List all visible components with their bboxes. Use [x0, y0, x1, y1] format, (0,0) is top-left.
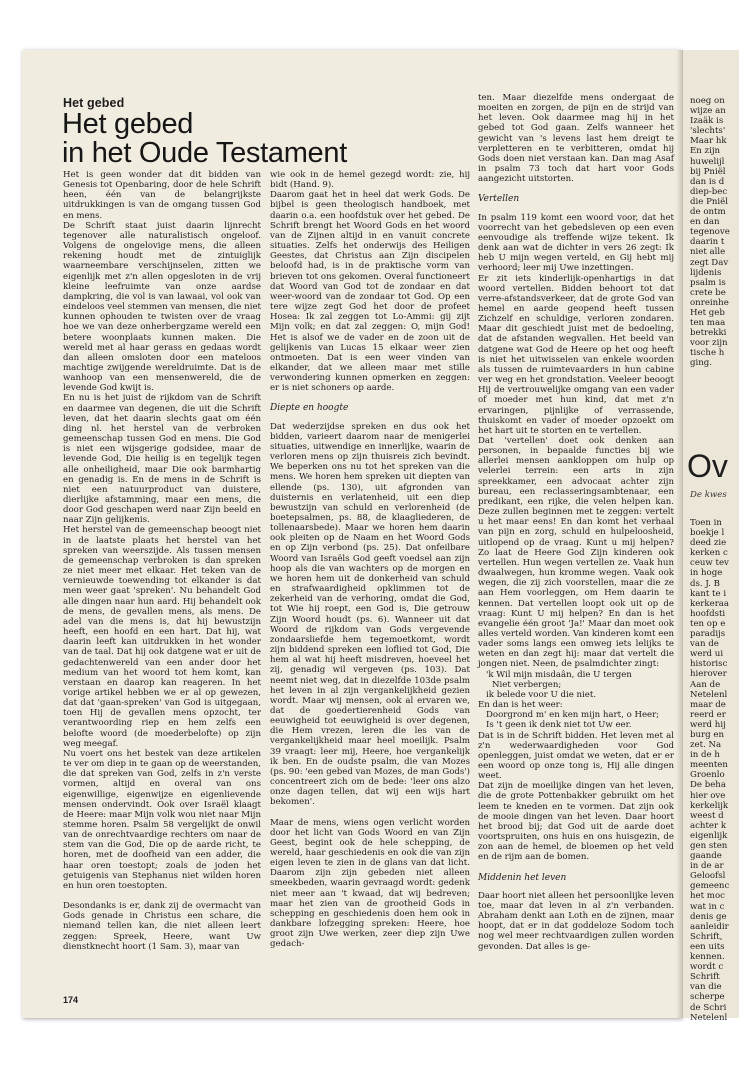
text-line: wijze an: [690, 106, 726, 117]
text-line: kennen.: [690, 952, 725, 963]
text-line: boekje l: [690, 528, 725, 539]
text-line: burg en: [690, 729, 724, 740]
poem-line: Doorgrond m' en ken mijn hart, o Heer;: [486, 710, 660, 721]
paragraph: Desondanks is er, dank zij de overmacht van Gods genade in Christus een schare, die niemand tellen kan, die niet alleen leert zeggen: Spreek, Heere, want Uw dienstknecht hoort (1 Sam. 3), maar van: [63, 901, 261, 952]
text-line: gen sten: [690, 841, 728, 851]
text-line: huwelijl: [690, 156, 725, 167]
right-page-heading-fragment: Ov: [687, 448, 728, 484]
text-line: tische h: [690, 348, 725, 359]
paragraph: Het is geen wonder dat dit bidden van Genesis tot Openbaring, door de hele Schrift heen, één van de belangrijkste uitdrukkingen is van de omgang tussen God en mens.: [63, 170, 261, 221]
paragraph: Dat zijn de moeilijke dingen van het leven, die de grote Pottenbakker gebruikt om het leem te kneden en te vormen. Dat zijn ook de mooie dingen van het leven. Daar hoort het brood bij; dat God uit de aarde doet voortspruiten, ons huis en ons huisgezin, de zon aan de hemel, de bloemen op het veld en de rijm aan de bomen.: [478, 781, 674, 863]
title-line-2: in het Oude Testament: [62, 137, 347, 169]
text-line: reerd er: [690, 709, 726, 720]
text-line: denis ge: [690, 911, 727, 922]
poem-quote-1: [478, 670, 674, 700]
text-line: het moc: [690, 891, 725, 902]
paragraph: Nu voert ons het bestek van deze artikelen te ver om diep in te gaan op de weerstanden, die dat spreken van God, zelfs in z'n verste vormen, altijd en overal van ons eigenwillige, eigenwijze en eigenlievende mensen ondervindt. Ook over Israël klaagt de Heere: maar Mijn volk wou niet naar Mijn stemme horen. Psalm 58 vergelijkt de onwil van de onrechtvaardige rechters om naar de stem van die God, Die op de aarde richt, te horen, met de doofheid van een adder, die haar oren toestopt; zoals de joden het getuigenis van Stephanus niet wilden horen en hun oren toestopten.: [63, 748, 261, 891]
text-line: Maar hk: [690, 136, 727, 147]
text-line: werd ui: [690, 649, 724, 660]
text-line: eigenlijk: [690, 830, 728, 841]
right-page-kicker-fragment: De kwes: [690, 490, 727, 500]
poem-line: Is 't geen ik denk niet tot Uw eer.: [486, 720, 632, 731]
text-line: historisc: [690, 659, 728, 670]
text-line: Schrift: [690, 972, 720, 983]
text-line: crete be: [690, 287, 726, 298]
text-line: de ontm: [690, 207, 726, 218]
column-3: [478, 93, 674, 965]
right-page-text-top: [690, 96, 750, 369]
poem-quote-2: [478, 710, 674, 730]
paragraph: Dat is in de Schrift bidden. Het leven met al z'n wederwaardigheden voor God openleggen, juist omdat we weten, dat er er een woord op onze tong is, Hij alle dingen weet.: [478, 730, 674, 782]
text-line: kerken c: [690, 548, 728, 559]
text-line: wat in c: [690, 901, 725, 912]
paragraph: En nu is het juist de rijkdom van de Schrift en daarmee van degenen, die uit die Schrift leven, dat het daarin slechts gaat om één ding nl. het herstel van de verbroken gemeenschap tussen God en mens. Die God is niet een wijsgerige godsidee, maar de levende God, Die heilig is en tegelijk tegen alle onheiligheid, maar Die ook barmhartig en genadig is. En de mens in de Schrift is niet een natuurproduct van duistere, dierlijke afstamming, maar een mens, die door God geschapen werd naar Zijn beeld en naar Zijn gelijkenis.: [63, 393, 261, 526]
text-line: gaande: [690, 851, 722, 862]
paragraph: Dat 'vertellen' doet ook denken aan personen, in bepaalde functies bij wie allerlei mensen aankloppen om hulp op velerlei terrein: een arts in zijn spreekkamer, een advocaat achter zijn bureau, een reclasseringsambtenaar, een predikant, een rijke, die velen helpen kan. Deze zullen beginnen met te zeggen: vertelt u het maar eens! En dan komt het verhaal van pijn en zorg, schuld en hulpeloosheid, uitlopend op de vraag. Kunt u mij helpen? Zo laat de Heere God Zijn kinderen ook vertellen. Hun wegen vertellen ze. Vaak hun dwaalwegen, hun kromme wegen. Vaak ook wegen, die zij zich voorstellen, maar die ze aan Hem voorleggen, om Hem daarin te kennen. Dat vertellen loopt ook uit op de vraag: Kunt U mij helpen? En dan is het evangelie één groot 'Ja!' Maar dan moet ook alles verteld worden. Van kinderen komt een vader soms langs een omweg iets lelijks te weten en dan zegt hij: maar dat vertelt die jongen niet. Neen, de psalmdichter zingt:: [478, 436, 674, 670]
right-page-fragment: [682, 50, 739, 1023]
text-line: noeg on: [690, 96, 725, 106]
text-line: betrekki: [690, 328, 727, 339]
text-line: tegenove: [690, 227, 730, 238]
paragraph: En dan is het weer:: [478, 700, 563, 711]
text-line: deed zie: [690, 538, 727, 549]
text-line: gemeenc: [690, 881, 730, 892]
paragraph: Daarom gaat het in heel dat werk Gods. De bijbel is geen theologisch handboek, met daarin o.a. een hoofdstuk over het gebed. De Schrift brengt het Woord Gods en het woord van de Zijnen altijd in en vanuit concrete situaties. Zelfs het onderwijs des Heiligen Geestes, dat Christus aan Zijn discipelen beloofd had, is in de praktische vorm van brieven tot ons gekomen. Overal functioneert dat Woord van God tot de zondaar en dat weer-woord van de zondaar tot God. Op een tere wijze zegt God het door de profeet Hosea: Ik zal zeggen tot Lo-Ammi: gij zijt Mijn volk; en dat zal zeggen: O, mijn God! Het is alsof we de vader en de zoon uit de gelijkenis van Lucas 15 elkaar weer zien ontmoeten. Dat is een weer vinden van elkander, dat we alleen maar met stille verwondering kunnen opmerken en zeggen: er is niet schoners op aarde.: [270, 190, 470, 394]
paragraph: In psalm 119 komt een woord voor, dat het voorrecht van het gebedsleven op een even eenvoudige als treffende wijze tekent. Ik denk aan wat de dichter in vers 26 zegt: Ik heb U mijn wegen verteld, en Gij hebt mij verhoord; leer mij Uwe inzettingen.: [478, 212, 674, 274]
text-line: lijdenis: [690, 267, 722, 278]
text-line: 'slechts': [690, 126, 726, 137]
text-line: Netelenl: [690, 689, 728, 700]
text-line: een uits: [690, 941, 725, 952]
column-2: [270, 170, 470, 965]
text-line: ten op e: [690, 618, 726, 629]
text-line: Izaäk is: [690, 116, 724, 127]
text-line: Het geb: [690, 307, 725, 318]
text-line: in hoge: [690, 568, 723, 579]
text-line: Toen in: [690, 518, 722, 528]
text-line: ten maa: [690, 318, 726, 329]
text-line: kerkelijk: [690, 800, 729, 811]
subheading-vertellen: Vertellen: [478, 194, 520, 205]
text-line: weest d: [690, 810, 724, 821]
text-line: maar de: [690, 699, 726, 710]
paragraph: Het herstel van de gemeenschap beoogt niet in de laatste plaats het herstel van het spreken van weerszijde. Als tussen mensen de gemeenschap verbroken is dan spreken ze niet meer met elkaar. Het teken van de vernieuwde toewending tot elkander is dat men weer gaat 'spreken'. Nu behandelt God alle dingen naar hun aard. Hij behandelt ook de mens, de gevallen mens, als mens. De adel van die mens is, dat hij bewustzijn heeft, een hoofd en een hart. Dat hij, wat daarin leeft kan uitdrukken in het wonder van de taal. Dat hij ook datgene wat er uit de gedachtenwereld van een ander door het medium van het woord tot hem komt, kan verstaan en daarop kan reageren. In het vorige artikel hebben we er al op gewezen, dat dat 'gaan-spreken' van God is uitgegaan, toen Hij de gevallen mens opzocht, ter verantwoording riep en hem zelfs een belofte woord (de moederbelofte) op zijn weg meegaf.: [63, 525, 261, 749]
subheading-diepte-en-hoogte: Diepte en hoogte: [270, 403, 349, 414]
text-line: zegt Dav: [690, 257, 729, 268]
section-kicker: Het gebed: [63, 96, 125, 110]
text-line: Schrift,: [690, 931, 723, 942]
article-title: [62, 110, 482, 168]
paragraph: Er zit iets kinderlijk-openhartigs in dat woord vertellen. Bidden behoort tot dat verre-afstandsverkeer, dat de grote God van hemel en aarde geopend heeft tussen Zichzelf en schuldige, verloren zondaren. Maar dit geschiedt juist met de bedoeling, dat de afstanden wegvallen. Het beeld van datgene wat God de Heere op het oog heeft is niet het uitwisselen van enkele woorden als tussen de ruimtevaarders in hun cabine ver weg en het grondstation. Veeleer beoogt Hij de vertrouwelijke omgang van een vader of moeder met hun kind, dat met z'n ervaringen, pijnlijke of verrassende, thuiskomt en vader of moeder opzoekt om het hart uit te storten en te vertellen.: [478, 273, 674, 436]
text-line: onreinhe: [690, 297, 729, 308]
text-line: zet. Na: [690, 740, 722, 751]
paragraph: De Schrift staat juist daarin lijnrecht tegenover alle naturalistisch ongeloof. Volgens de ongelovige mens, die alleen rekening houdt met de zintuiglijk waarneembare verschijnselen, zitten we eigenlijk met z'n allen opgesloten in de vrij kleine leefruimte van onze aardse dampkring, die vol is van lawaai, vol ook van eindeloos veel stemmen van mensen, die niet kunnen ophouden te twisten over de vraag hoe we van deze onherbergzame wereld een betere woonplaats kunnen maken. Die wereld met al haar gerass en gedaas wordt dan alleen omsloten door een mateloos machtige zwijgende wereldruimte. Dat is de wanhoop van een mensenwereld, die de levende God kwijt is.: [63, 220, 261, 394]
paragraph: Daar hoort niet alleen het persoonlijke leven toe, maar dat leven in al z'n verbanden. Abraham denkt aan Loth en de zijnen, maar hoopt, dat er in dat goddeloze Sodom toch nog wel meer rechtvaardigen zullen worden gevonden. Dat alles is ge-: [478, 890, 674, 952]
text-line: achter k: [690, 820, 727, 831]
text-line: wordt c: [690, 962, 724, 973]
text-line: kant te i: [690, 588, 727, 599]
text-line: kerkeraa: [690, 598, 730, 609]
paragraph: wie ook in de hemel gezegd wordt: zie, hij bidt (Hand. 9).: [270, 170, 470, 191]
text-line: hierover: [690, 669, 727, 680]
text-line: ds. J. B: [690, 578, 720, 589]
text-line: De beha: [690, 780, 726, 791]
paragraph: ten. Maar diezelfde mens ondergaat de moeiten en zorgen, de pijn en de strijd van het leven. Ook daarmee mag hij in het gebed tot God gaan. Zelfs wanneer het gewicht van 's levens last hem dreigt te verpletteren en te verbitteren, omdat hij Gods doen niet verstaan kan. Dan mag Asaf in psalm 73 toch dat hart voor Gods aangezicht uitstorten.: [478, 93, 674, 185]
text-line: van de: [690, 639, 719, 650]
text-line: ging.: [690, 358, 713, 369]
text-line: meenten: [690, 760, 728, 771]
paragraph: Dat wederzijdse spreken en dus ook het bidden, varieert daarom naar de menigerlei situaties, uitwendige en innerlijke, waarin de verloren mens op zijn thuisreis zich bevindt. We beperken ons nu tot het spreken van die mens. We horen hem spreken uit diepten van ellende (ps. 130), uit afgronden van duisternis en verlatenheid, uit een diep bewustzijn van schuld en verlorenheid (de boetepsalmen, ps. 88, de klaagliederen, de tollenaarsbede). Maar we horen hem daarin ook pleiten op de Naam en het Woord Gods en op Zijn verbond (ps. 25). Dat onfeilbare Woord van Israëls God geeft voedsel aan zijn hoop als die van wachters op de morgen en we horen hem uit de donkerheid van schuld en strafwaardigheid opklimmen tot de zekerheid van de verhoring, omdat die God, tot Wie hij roept, een God is, Die getrouw Zijn Woord houdt (ps. 6). Wanneer uit dat Woord de rijkdom van Gods vergevende zondaarsliefde hem tegemoetkomt, wordt zijn biddend spreken een loflied tot God, Die hem al wat hij heeft misdreven, hoeveel het zij, genadig wil vergeven (ps. 103). Dat neemt niet weg, dat in diezelfde 103de psalm het leven in al zijn vergankelijkheid gezien wordt. Maar wij mensen, ook al ervaren we, dat de goedertierenheid Gods van eeuwigheid tot eeuwigheid is over degenen, die Hem vrezen, leren die les van de vergankelijkheid maar heel moeilijk. Psalm 39 vraagt: leer mij, Heere, hoe vergankelijk ik ben. En de oudste psalm, die van Mozes (ps. 90: 'een gebed van Mozes, de man Gods') concentreert zich om de bede: 'leer ons alzo onze dagen tellen, dat wij een wijs hart bekomen'.: [270, 421, 470, 808]
text-line: in de h: [690, 750, 720, 761]
subheading-middenin-het-leven: Middenin het leven: [478, 872, 567, 883]
paragraph: Maar de mens, wiens ogen verlicht worden door het licht van Gods Woord en van Zijn Geest, begint ook de hele schepping, de wereld, haar geschiedenis en ook die van zijn eigen leven te zien in de glans van dat licht. Daarom zijn zijn gebeden niet alleen smeekbeden, waarin gevraagd wordt: gedenk niet meer aan 't kwaad, dat wij bedreven; maar het zien van de grootheid Gods in schepping en geschiedenis doen hem ook in dankbare lofzegging spreken: Heere, hoe groot zijn Uwe werken, zeer diep zijn Uwe gedach-: [270, 817, 470, 950]
text-line: paradijs: [690, 629, 726, 640]
text-line: hoofdsti: [690, 608, 726, 619]
text-line: Aan de: [690, 679, 721, 690]
poem-line: Niet verbergen;: [492, 679, 562, 690]
text-line: Groenlo: [690, 770, 725, 781]
text-line: niet alle: [690, 247, 726, 258]
title-line-1: Het gebed: [62, 108, 194, 140]
poem-line: ik belede voor U die niet.: [486, 689, 597, 700]
text-line: ceuw tev: [690, 558, 729, 569]
page-number: 174: [63, 995, 79, 1005]
text-line: dan is d: [690, 176, 725, 187]
text-line: psalm is: [690, 277, 726, 288]
text-line: die Pniël: [690, 196, 728, 207]
poem-line: 'k Wil mijn misdaân, die U tergen: [486, 669, 632, 680]
text-line: hier ove: [690, 790, 726, 801]
text-line: bij Pniël: [690, 166, 726, 177]
text-line: Netelenl: [690, 1012, 728, 1023]
text-line: scherpe: [690, 992, 725, 1003]
text-line: de Schri: [690, 1002, 727, 1013]
text-line: en dan: [690, 217, 720, 228]
text-line: Geloofsl: [690, 871, 726, 882]
text-line: daarin t: [690, 237, 725, 248]
text-line: diep-bec: [690, 186, 728, 197]
text-line: in de ar: [690, 861, 724, 872]
text-line: werd hij: [690, 719, 726, 730]
right-page-text-bottom: [690, 518, 750, 1023]
column-1: [63, 170, 261, 952]
text-line: En zijn: [690, 146, 721, 157]
text-line: aanleidir: [690, 921, 729, 932]
text-line: voor zijn: [690, 338, 728, 349]
text-line: van die: [690, 982, 722, 993]
